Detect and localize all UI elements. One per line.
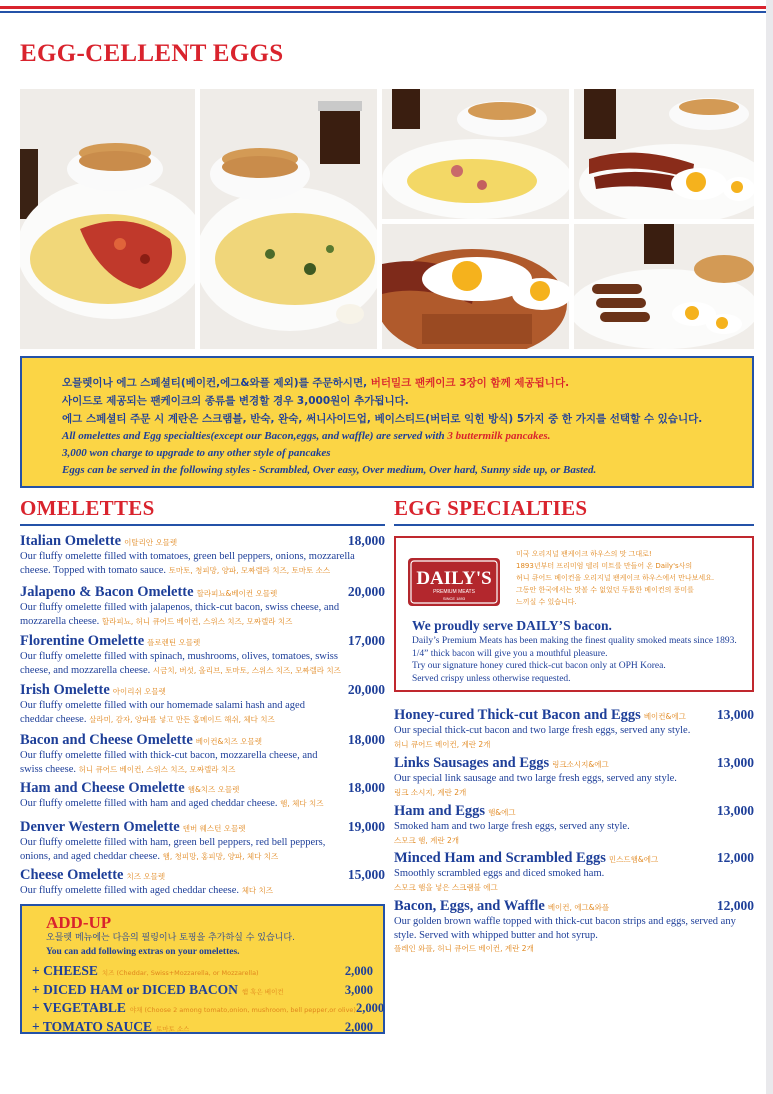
addup-title: ADD-UP	[46, 913, 112, 932]
price: 20,000	[347, 682, 385, 697]
addup-item-tomato-sauce: + TOMATO SAUCE 토마토 소스 2,000	[32, 1018, 373, 1034]
info-box	[20, 356, 754, 488]
photo-bacon-and-eggs	[574, 89, 754, 219]
page-edge	[766, 0, 773, 1094]
photo-bacon-eggs-waffle	[382, 224, 569, 349]
omelettes-title: OMELETTES	[20, 496, 155, 520]
menu-item-ham-and-eggs: Ham and Eggs 햄&에그 13,000 Smoked ham and two large fresh eggs, served any style. 스모크 햄, 계란 2개	[394, 803, 754, 845]
dailys-heading: We proudly serve DAILY’S bacon.	[412, 618, 612, 633]
addup-box	[20, 904, 385, 1034]
photo-italian-omelette	[20, 89, 195, 349]
svg-text:SINCE 1893: SINCE 1893	[442, 596, 466, 601]
price: 12,000	[716, 850, 754, 865]
price: 15,000	[347, 867, 385, 882]
menu-item-links-sausages-eggs: Links Sausages and Eggs 링크소시지&에그 13,000 Our special link sausage and two large fresh eggs, served any style. 링크 소시지, 계란 2개	[394, 755, 754, 797]
photo-florentine-omelette	[200, 89, 377, 349]
specialties-title: EGG SPECIALTIES	[394, 496, 588, 520]
info-kr-line-1: 오믈렛이나 에그 스페셜티(베이컨,에그&와플 제외)를 주문하시면, 버터밀크 팬케이크 3장이 함께 제공됩니다.	[62, 377, 570, 389]
omelettes-rule	[20, 524, 385, 526]
price: 20,000	[347, 584, 385, 599]
dailys-kr-text: 미국 오리지널 팬케이크 하우스의 맛 그대로! 1893년부터 프리미엄 델리 미트를 만들어 온 Daily's사의 허니 큐어드 베이컨을 오리지널 팬케이크 하우스에서 만나보세요. 그동안 한국에서는 맛볼 수 없었던 두툼한 베이컨의 풍미를 느끼실 수 있습니다.	[516, 550, 715, 606]
addup-kr: 오믈렛 메뉴에는 다음의 필링이나 토핑을 추가하실 수 있습니다.	[46, 933, 295, 943]
photo-scrambled-eggs	[382, 89, 569, 219]
price: 19,000	[347, 819, 385, 834]
addup-item-cheese: + CHEESE 치즈 (Cheddar, Swiss+Mozzarella, or Mozzarella) 2,000	[32, 963, 373, 978]
top-red-rule	[0, 6, 773, 9]
price: 12,000	[716, 898, 754, 913]
dailys-body: Daily’s Premium Meats has been making the finest quality smoked meats since 1893. 1/4” thick bacon will give you a mouthful pleasure. Try our signature honey cured thick-cut bacon only at OPH Korea. Served crispy unless otherwise requested.	[412, 636, 737, 684]
info-kr-line-2: 사이드로 제공되는 팬케이크의 종류를 변경할 경우 3,000원이 추가됩니다.	[62, 395, 409, 407]
top-blue-rule	[0, 11, 773, 13]
price: 13,000	[716, 755, 754, 770]
svg-text:DAILY'S: DAILY'S	[416, 568, 492, 589]
photo-sausage-and-eggs	[574, 224, 754, 349]
menu-item-jalapeno-bacon-omelette: Jalapeno & Bacon Omelette 할라피뇨&베이컨 오믈렛 20,000 Our fluffy omelette filled with jalapenos, thick-cut bacon, swiss cheese, and mozzarella cheese. 할라피뇨, 허니 큐어드 베이컨, 스위스 치즈, 모짜렐라 치즈	[20, 584, 385, 627]
price: 18,000	[347, 780, 385, 795]
addup-en: You can add following extras on your omelettes.	[46, 947, 240, 957]
dailys-box	[394, 536, 754, 692]
price: 17,000	[347, 633, 385, 648]
info-en-line-1: All omelettes and Egg specialties(except our Bacon,eggs, and waffle) are served with 3 buttermilk pancakes.	[62, 430, 551, 442]
svg-text:PREMIUM MEATS: PREMIUM MEATS	[433, 589, 475, 595]
addup-item-vegetable: + VEGETABLE 야채 (Choose 2 among tomato,onion, mushroom, bell pepper,or olive) 2,000	[32, 1000, 385, 1015]
page-title: EGG-CELLENT EGGS	[20, 40, 284, 67]
addup-item-ham-bacon: + DICED HAM or DICED BACON 햄 혹은 베이컨 3,000	[32, 981, 373, 997]
price: 13,000	[716, 803, 754, 818]
menu-item-minced-ham-scrambled: Minced Ham and Scrambled Eggs 민스드햄&에그 12,000 Smoothly scrambled eggs and diced smoked ham. 스모크 햄을 넣은 스크램블 에그	[394, 850, 754, 892]
price: 18,000	[347, 533, 385, 548]
menu-item-bacon-cheese-omelette: Bacon and Cheese Omelette 베이컨&치즈 오믈렛 18,000 Our fluffy omelette filled with thick-cut bacon, mozzarella cheese, and swiss cheese. 허니 큐어드 베이컨, 스위스 치즈, 모짜렐라 치즈	[20, 732, 385, 775]
price: 18,000	[347, 732, 385, 747]
menu-item-italian-omelette: Italian Omelette 이탈리안 오믈렛 18,000 Our fluffy omelette filled with tomatoes, green bell peppers, onions, mozzarella cheese. Topped with tomato sauce. 토마토, 청피망, 양파, 모짜렐라 치즈, 토마토 소스	[20, 533, 385, 576]
menu-item-irish-omelette: Irish Omelette 아이리쉬 오믈렛 20,000 Our fluffy omelette filled with our homemade salami hash and aged cheddar cheese. 살라미, 감자, 양파를 넣고 만든 홈메이드 해쉬, 체다 치즈	[20, 682, 385, 725]
menu-item-florentine-omelette: Florentine Omelette 플로렌틴 오믈렛 17,000 Our fluffy omelette filled with spinach, mushrooms, olives, tomatoes, swiss cheese, and mozzarella cheese. 시금치, 버섯, 올리브, 토마토, 스위스 치즈, 모짜렐라 치즈	[20, 633, 385, 676]
info-en-line-3: Eggs can be served in the following styles - Scrambled, Over easy, Over medium, Over hard, Sunny side up, or Basted.	[62, 464, 597, 476]
menu-item-bacon-eggs-waffle: Bacon, Eggs, and Waffle 베이컨, 에그&와플 12,000 Our golden brown waffle topped with thick-cut bacon strips and eggs, served any style. Served with whipped butter and hot syrup. 플레인 와플, 허니 큐어드 베이컨, 계란 2개	[394, 898, 754, 953]
price: 13,000	[716, 707, 754, 722]
info-kr-line-3: 에그 스페셜티 주문 시 계란은 스크램블, 반숙, 완숙, 써니사이드업, 베이스티드(버터로 익힌 방식) 5가지 중 한 가지를 선택할 수 있습니다.	[62, 413, 703, 425]
menu-item-cheese-omelette: Cheese Omelette 치즈 오믈렛 15,000 Our fluffy omelette filled with aged cheddar cheese. 체다 치즈	[20, 867, 385, 896]
specialties-rule	[394, 524, 754, 526]
info-en-line-2: 3,000 won charge to upgrade to any other style of pancakes	[62, 447, 331, 459]
menu-item-bacon-and-eggs: Honey-cured Thick-cut Bacon and Eggs 베이컨&에그 13,000 Our special thick-cut bacon and two large fresh eggs, served any style. 허니 큐어드 베이컨, 계란 2개	[394, 707, 754, 749]
dailys-logo	[408, 558, 500, 606]
menu-item-ham-cheese-omelette: Ham and Cheese Omelette 햄&치즈 오믈렛 18,000 Our fluffy omelette filled with ham and aged cheddar cheese. 햄, 체다 치즈	[20, 780, 385, 809]
menu-item-denver-western-omelette: Denver Western Omelette 덴버 웨스턴 오믈렛 19,000 Our fluffy omelette filled with ham, green bell peppers, red bell peppers, onions, and aged cheddar cheese. 햄, 청피망, 홍피망, 양파, 체다 치즈	[20, 819, 385, 862]
